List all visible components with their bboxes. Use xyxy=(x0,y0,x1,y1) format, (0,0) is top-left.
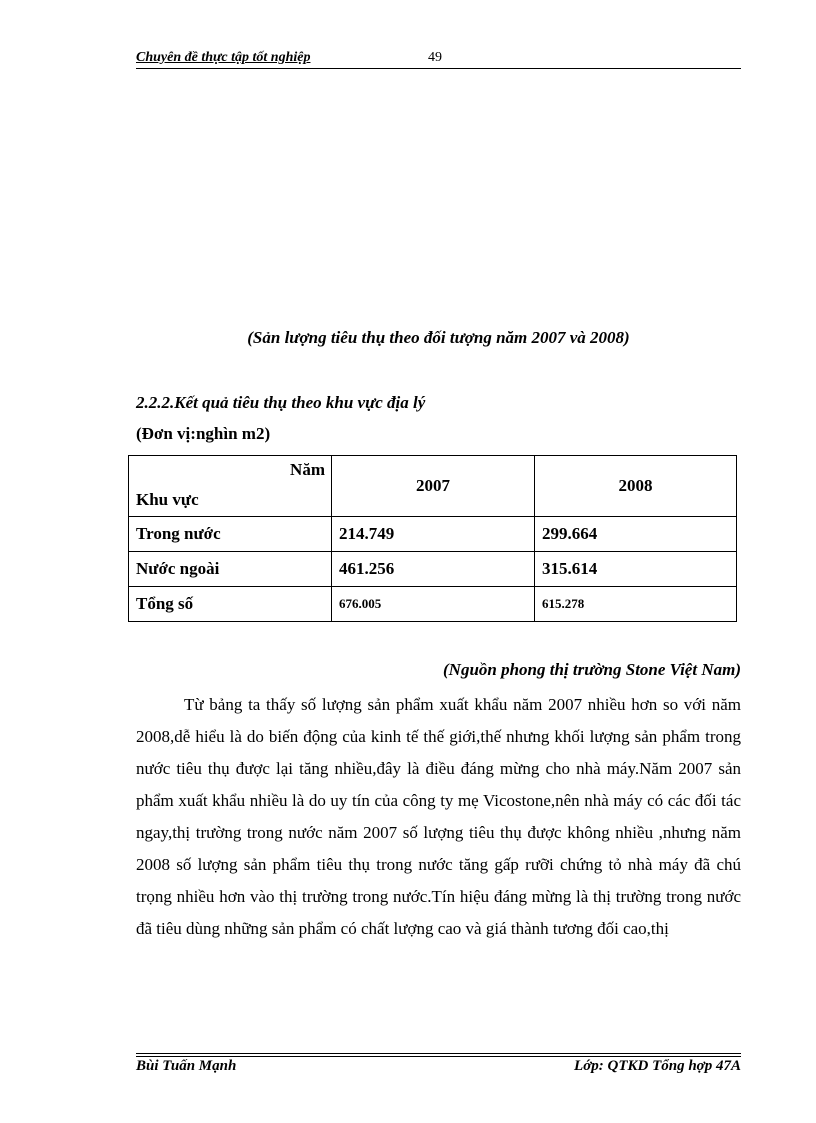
table-header-row xyxy=(129,456,737,517)
footer-rule-double xyxy=(136,1056,741,1057)
header-year-2007: 2007 xyxy=(332,456,535,517)
cell-2007: 461.256 xyxy=(332,552,535,587)
table-row xyxy=(129,587,737,622)
table-row xyxy=(129,552,737,587)
cell-2008: 299.664 xyxy=(535,517,737,552)
header-year-2008: 2008 xyxy=(535,456,737,517)
row-label: Nước ngoài xyxy=(129,552,332,587)
header-rule xyxy=(136,68,741,69)
cell-2008: 315.614 xyxy=(535,552,737,587)
header-title: Chuyên đề thực tập tốt nghiệp xyxy=(136,50,311,65)
body-paragraph: Từ bảng ta thấy số lượng sản phẩm xuất khẩu năm 2007 nhiều hơn so với năm 2008,dễ hiểu là do biến động của kinh tế thế giới,thế nhưng khối lượng sản phẩm trong nước tiêu thụ được lại tăng nhiều,đây là điều đáng mừng cho nhà máy.Năm 2007 sản phẩm xuất khẩu nhiều là do uy tín của công ty mẹ Vicostone,nên nhà máy có các đối tác ngay,thị trường trong nước năm 2007 số lượng tiêu thụ được không nhiều ,nhưng năm 2008 số lượng sản phẩm tiêu thụ trong nước tăng gấp rưỡi chứng tỏ nhà máy đã chú trọng nhiều hơn vào thị trường trong nước.Tín hiệu đáng mừng là thị trường trong nước đã tiêu dùng những sản phẩm có chất lượng cao và giá thành tương đối cao,thị xyxy=(136,695,741,938)
cell-2007: 676.005 xyxy=(332,587,535,622)
footer-class: Lớp: QTKD Tổng hợp 47A xyxy=(574,1058,741,1074)
cell-2007: 214.749 xyxy=(332,517,535,552)
corner-label-region: Khu vực xyxy=(136,490,199,509)
table-row xyxy=(129,517,737,552)
unit-label: (Đơn vị:nghìn m2) xyxy=(136,424,271,443)
footer-rule xyxy=(136,1053,741,1054)
section-heading: 2.2.2.Kết quả tiêu thụ theo khu vực địa lý xyxy=(136,393,426,412)
table-corner-cell xyxy=(129,456,332,517)
page-number: 49 xyxy=(428,50,442,65)
row-label: Trong nước xyxy=(129,517,332,552)
corner-label-year: Năm xyxy=(290,460,325,479)
figure-caption: (Sản lượng tiêu thụ theo đối tượng năm 2007 và 2008) xyxy=(247,328,630,347)
sales-by-region-table xyxy=(128,455,737,622)
footer-author: Bùi Tuấn Mạnh xyxy=(136,1058,237,1074)
row-label: Tổng số xyxy=(129,587,332,622)
page-header xyxy=(136,48,741,70)
cell-2008: 615.278 xyxy=(535,587,737,622)
source-note: (Nguồn phong thị trường Stone Việt Nam) xyxy=(443,660,741,679)
